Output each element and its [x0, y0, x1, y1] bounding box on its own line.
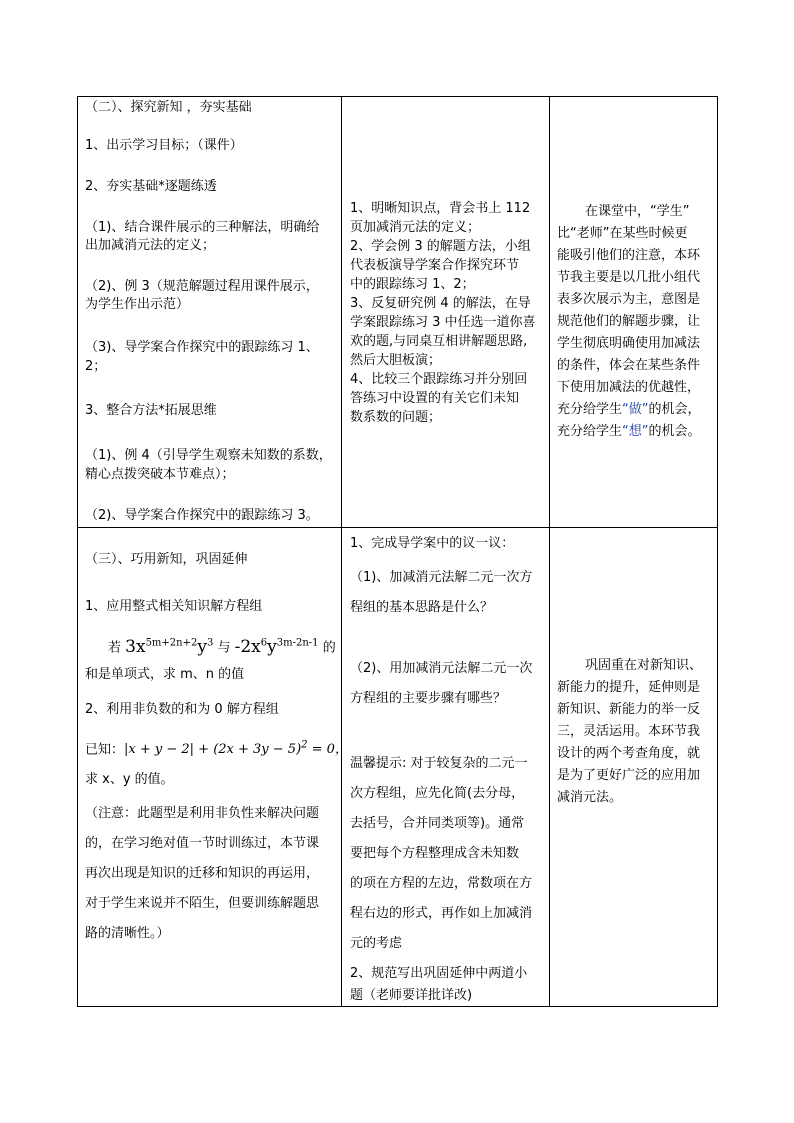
- exponent: 3m-2n-1: [276, 637, 319, 648]
- math-text: 3x: [125, 636, 146, 657]
- text-span: 若: [108, 640, 122, 656]
- question-block: [350, 654, 532, 714]
- text-line: 的，在学习绝对值一节时训练过，本节课: [85, 836, 320, 851]
- list-item: 为学生作出示范）: [85, 297, 190, 312]
- list-item: （1)、结合课件展示的三种解法，明确给: [85, 220, 320, 235]
- text-line: 2、学会例 3 的解题方法，小组: [350, 239, 531, 254]
- math-text: = 0，: [307, 742, 348, 758]
- list-item: 2、夯实基础*逐题练透: [85, 179, 217, 194]
- text-line: 2、规范写出巩固延伸中两道小: [350, 966, 528, 981]
- text-line: 下使用加减法的优越性，: [557, 380, 701, 395]
- column-divider-2: [549, 96, 550, 1007]
- text-line: 方程组的主要步骤有哪些？: [350, 691, 507, 706]
- list-item: 精心点拨突破本节难点）；: [85, 467, 235, 482]
- text-line: 题（老师要详批详改): [350, 988, 473, 1003]
- row1-col2-cell: [350, 199, 536, 427]
- text-span: 充分给学生: [557, 424, 623, 439]
- equation-line: [85, 736, 348, 760]
- math-term: [125, 637, 213, 657]
- text-line: 比“老师”在某些时候更: [557, 226, 688, 241]
- math-text: |x + y − 2| + (2x + 3y − 5): [124, 742, 302, 758]
- text-line: 节我主要是以几批小组代: [557, 270, 701, 285]
- text-line: 4、比较三个跟踪练习并分别回: [350, 372, 528, 387]
- row-divider: [77, 527, 718, 528]
- text-line: 去括号，合并同类项等)。通常: [350, 816, 525, 831]
- section-heading: （二）、探究新知 ，夯实基础: [85, 100, 252, 115]
- assignment-block: [350, 963, 527, 1007]
- text-line: 在课堂中，“学生”: [585, 204, 690, 219]
- text-span: 已知：: [85, 742, 125, 758]
- exponent: 3: [206, 637, 214, 648]
- text-line: （注意：此题型是利用非负性来解决问题: [85, 806, 320, 821]
- text-line: 然后大胆板演；: [350, 353, 442, 368]
- text-line: 对于学生来说并不陌生，但要训练解题思: [85, 896, 320, 911]
- text-line: [557, 399, 701, 421]
- text-line: 设计的两个考查角度，就: [557, 746, 701, 761]
- emphasis-text: “做”: [622, 402, 649, 417]
- text-line: 规范他们的解题步骤，让: [557, 314, 701, 329]
- text-line: 求 x、y 的值。: [85, 772, 174, 787]
- emphasis-text: “想”: [622, 424, 649, 439]
- text-line: 1、明晰知识点，背会书上 112: [350, 201, 531, 216]
- tip-block: [350, 749, 532, 959]
- list-item: 3、整合方法*拓展思维: [85, 403, 217, 418]
- text-line: 学生彻底明确使用加减法: [557, 336, 701, 351]
- text-line: 再次出现是知识的迁移和知识的再运用，: [85, 866, 320, 881]
- list-item: （2)、例 3（规范解题过程用课件展示，: [85, 279, 319, 294]
- list-item: 2、利用非负数的和为 0 解方程组: [85, 702, 279, 717]
- text-line: 三，灵活运用。本环节我: [557, 724, 701, 739]
- text-line: 和是单项式，求 m、n 的值: [85, 667, 245, 682]
- text-line: 元的考虑: [350, 936, 403, 951]
- text-line: 程组的基本思路是什么？: [350, 600, 494, 615]
- question-block: [350, 563, 532, 623]
- text-line: 新能力的提升，延伸则是: [557, 680, 701, 695]
- text-line: 减消元法。: [557, 790, 623, 805]
- math-text: y: [267, 636, 277, 657]
- text-span: 的: [322, 640, 336, 656]
- text-line: 路的清晰性。）: [85, 926, 170, 941]
- text-line: [557, 421, 701, 443]
- text-span: 的机会。: [648, 424, 701, 439]
- list-item: 1、应用整式相关知识解方程组: [85, 599, 263, 614]
- text-line: 新知识、新能力的举一反: [557, 702, 701, 717]
- math-text: -2x: [234, 636, 261, 657]
- text-line: 要把每个方程整理成含未知数: [350, 846, 520, 861]
- text-line: 程右边的形式，再作如上加减消: [350, 906, 533, 921]
- text-span: 的机会，: [648, 402, 701, 417]
- list-item: （1)、例 4（引导学生观察未知数的系数，: [85, 448, 332, 463]
- text-line: 1、完成导学案中的议一议：: [350, 536, 515, 551]
- note-block: [85, 799, 319, 949]
- math-term: [235, 637, 319, 657]
- column-divider-1: [341, 96, 342, 1007]
- text-line: 代表板演导学案合作探究环节: [350, 258, 520, 273]
- row1-col3-cell: [557, 201, 701, 443]
- text-line: （1)、加减消元法解二元一次方: [350, 570, 533, 585]
- text-line: 欢的题,与同桌互相讲解题思路,: [350, 334, 528, 349]
- text-line: 学案跟踪练习 3 中任选一道你喜: [350, 315, 536, 330]
- monomial-condition: [108, 630, 336, 662]
- equation: [124, 742, 348, 757]
- text-line: 能吸引他们的注意，本环: [557, 248, 701, 263]
- list-item: （3)、导学案合作探究中的跟踪练习 1、: [85, 340, 319, 355]
- text-line: 中的跟踪练习 1、2；: [350, 277, 475, 292]
- exponent: 5m+2n+2: [145, 637, 198, 648]
- text-line: 3、反复研究例 4 的解法，在导: [350, 296, 531, 311]
- text-line: 是为了更好广泛的应用加: [557, 768, 701, 783]
- math-text: y: [197, 636, 207, 657]
- text-line: 温馨提示: 对于较复杂的二元一: [350, 756, 528, 771]
- text-span: 与: [217, 640, 231, 656]
- text-line: （2)、用加减消元法解二元一次: [350, 661, 533, 676]
- text-line: 的项在方程的左边，常数项在方: [350, 876, 533, 891]
- list-item: （2)、导学案合作探究中的跟踪练习 3。: [85, 508, 319, 523]
- exponent: 6: [260, 637, 268, 648]
- text-span: 充分给学生: [557, 402, 623, 417]
- row2-col3-cell: [557, 655, 702, 809]
- section-heading: （三）、巧用新知，巩固延伸: [85, 552, 248, 567]
- list-item: 2；: [85, 359, 107, 374]
- text-line: 巩固重在对新知识、: [585, 658, 703, 673]
- text-line: 页加减消元法的定义；: [350, 220, 481, 235]
- text-line: 表多次展示为主，意图是: [557, 292, 701, 307]
- exponent: 2: [301, 740, 308, 751]
- list-item: 1、出示学习目标；（课件）: [85, 138, 243, 153]
- text-line: 次方程组，应先化简(去分母，: [350, 786, 525, 801]
- text-line: 的条件，体会在某些条件: [557, 358, 701, 373]
- text-line: 答练习中设置的有关它们未知: [350, 391, 520, 406]
- text-line: 数系数的问题；: [350, 410, 442, 425]
- list-item: 出加减消元法的定义；: [85, 238, 216, 253]
